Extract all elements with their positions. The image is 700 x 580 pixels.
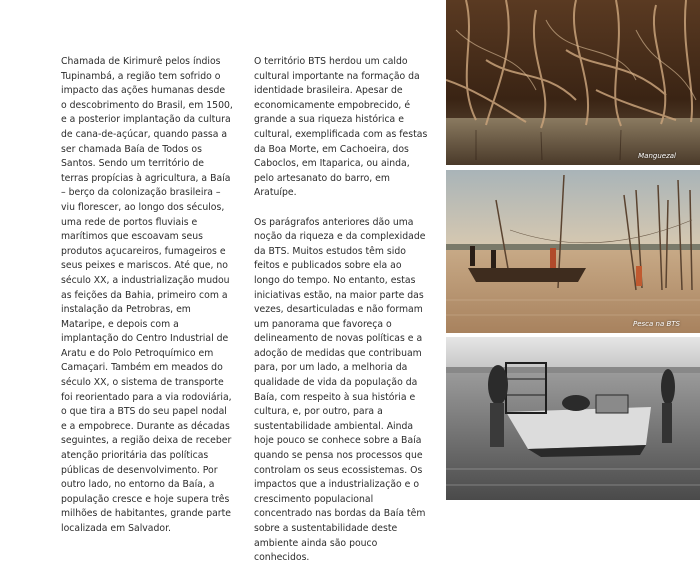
photo-caption: Pesca na BTS [632, 320, 680, 328]
paragraph: O território BTS herdou um caldo cultural importante na formação da identidade brasileira. Apesar de economicamente empobrecido, é grande a sua riqueza histórica e cultural, exemplificada com as festas da Boa Morte, em Cachoeira, dos Caboclos, em Itaparica, ou ainda, pelo artesanato do barro, em Aratuípe. [254, 56, 428, 199]
photo-caption: Manguezal [638, 152, 676, 160]
text-column-right [254, 55, 430, 580]
photo-column [446, 0, 700, 500]
fishermen-photo [446, 337, 700, 500]
fishing-photo [446, 170, 700, 333]
paragraph: Chamada de Kirimurê pelos índios Tupinambá, a região tem sofrido o impacto das ações humanas desde o descobrimento do Brasil, em 1500, e a posterior implantação da cultura de cana-de-açúcar, quando passa a ser chamada Baía de Todos os Santos. Sendo um território de terras propícias à agricultura, a Baía – berço da colonização brasileira – viu florescer, ao longo dos séculos, uma rede de portos fluviais e marítimos que escoavam seus produtos açucareiros, fumageiros e seus peixes e mariscos. Até que, no século XX, a industrialização mudou as feições da Bahia, primeiro com a instalação da Petrobras, em Mataripe, e depois com a implantação do Centro Industrial de Aratu e do Polo Petroquímico em Camaçari. Também em meados do século XX, o sistema de transporte foi reorientado para a via rodoviária, o que tira a BTS do seu papel nodal e a empobrece. Durante as décadas seguintes, a região deixa de receber atenção prioritária das políticas públicas de desenvolvimento. Por outro lado, no entorno da Baía, a população cresce e hoje supera três milhões de habitantes, grande parte localizada em Salvador. [61, 56, 233, 534]
mangrove-photo [446, 0, 700, 165]
paragraph: Os parágrafos anteriores dão uma noção da riqueza e da complexidade da BTS. Muitos estudos têm sido feitos e publicados sobre ela ao longo do tempo. No entanto, estas iniciativas estão, na maior parte das vezes, desarticuladas e não formam um panorama que favoreça o delineamento de novas políticas e a adoção de medidas que contribuam para, por um lado, a melhoria da qualidade de vida da população da Baía, com respeito à sua história e cultura, e, por outro, para a sustentabilidade ambiental. Ainda hoje pouco se conhece sobre a Baía quando se pensa nos processos que controlam os seus ecossistemas. Os impactos que a industrialização e o crescimento populacional concentrado nas bordas da Baía têm sobre a sustentabilidade deste ambiente ainda são pouco conhecidos. [254, 216, 426, 564]
text-column-left [61, 55, 233, 551]
